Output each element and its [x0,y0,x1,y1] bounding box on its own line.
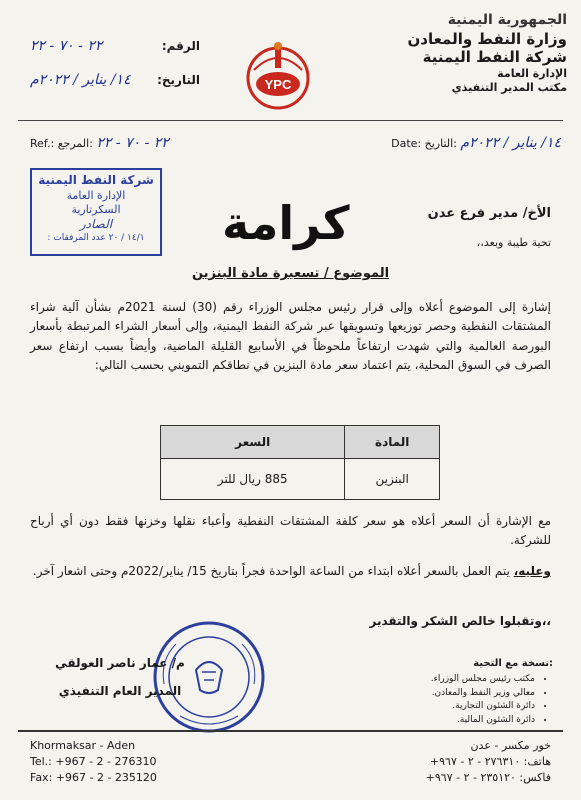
table-row [161,459,440,500]
footer-address-en: Khormaksar - Aden [30,739,136,752]
ref-value: ٢٢ - ٧٠ - ٢٢ [96,135,169,151]
table-header-row [161,426,440,459]
ypc-logo [240,40,316,112]
ref-label-ar: :المرجع [57,137,93,150]
number-label: :الرقم [161,39,200,53]
footer-fax-ar: فاكس: ٢٣٥١٢٠ - ٢ - ٩٦٧+ [425,770,551,784]
header-divider [18,120,563,121]
ref-line [30,135,561,151]
logo-text: YPC [264,77,292,92]
header-material: المادة [345,426,440,459]
signer-title: المدير العام التنفيذي [58,683,182,698]
company-name: شركة النفط اليمنية [422,48,567,67]
cell-material: البنزين [345,459,440,500]
ref-date-label-ar: :التاريخ [424,137,457,150]
footer-tel-ar: هاتف: ٢٧٦٣١٠ - ٢ - ٩٦٧+ [429,754,551,768]
list-item: • دائرة الشئون المالية. [373,714,535,728]
ref-date-value: ١٤/ يناير / ٢٠٢٢م [460,135,561,151]
number-value: ٢٢ - ٧٠ - ٢٢ [30,38,103,54]
effective-text: يتم العمل بالسعر أعلاه ابتداء من الساعة الواحدة فجراً بتاريخ 15/ يناير/2022م وحتى اشعار آخر. [32,564,514,578]
addressee: الأخ/ مدير فرع عدن [427,206,551,221]
stamp-line-admin: الإدارة العامة [66,188,126,202]
republic-name: الجمهورية اليمنية [447,12,567,28]
header-price: السعر [161,426,345,459]
price-table [160,425,440,500]
closing-line: ،،وتقبلوا خالص الشكر والتقدير [369,614,551,628]
copies-title: :نسخة مع التحية [473,658,553,669]
footer-divider [18,730,563,732]
list-item: • معالي وزير النفط والمعادن. [373,687,535,701]
signature-block [40,650,200,705]
effective-lead: وعليه، [513,564,551,578]
subject-line: الموضوع / تسعيرة مادة البنزين [191,266,390,281]
stamp-line-outgoing: الصادر [79,217,113,232]
header-fields [30,38,200,106]
ref-label: Ref.: [30,137,55,150]
paragraph-note: مع الإشارة أن السعر أعلاه هو سعر كلفة المشتقات النفطية وأعباء نقلها وخزنها فقط دون أي أرباح للشركة. [30,514,551,548]
ref-date-label: Date: [391,137,422,150]
footer-english [30,738,157,786]
date-value: ١٤/ يناير / ٢٠٢٢م [30,72,131,88]
footer-arabic [426,738,551,786]
greeting: تحية طيبة وبعد،، [476,236,551,249]
office-name: مكتب المدير التنفيذي [451,80,567,94]
list-item: • دائرة الشئون التجارية. [373,700,535,714]
date-label: :التاريخ [157,73,200,87]
administration-name: الإدارة العامة [497,67,567,80]
footer-address-ar: خور مكسر - عدن [470,739,551,752]
signer-name: م/ عمار ناصر العولقي [55,656,185,670]
paragraph-intro: إشارة إلى الموضوع أعلاه وإلى قرار رئيس مجلس الوزراء رقم (30) لسنة 2021م بشأن آلية شراء المشتقات النفطية وحصر توزيعها وتسويقها عبر شركة النفط اليمنية، وإلى أسعار الشراء المرتبطة بأسعار البورصة العالمية والتي شهدت ارتفاعاً ملحوظاً في الأسابيع القليلة الماضية، وأيضاً بسبب ارتفاع سعر الصرف في السوق المحلية، يتم اعتماد سعر مادة البنزين في نطاقكم التمويني بحسب التالي: [30,300,551,373]
cell-price: 885 ريال للتر [161,459,345,500]
paragraph-effective [30,562,551,581]
secretariat-stamp [30,168,162,256]
handwritten-word: كرامة [222,196,350,250]
stamp-line-secretariat: السكرتارية [71,202,121,216]
copies-list [373,656,553,727]
letterhead [397,12,567,95]
ministry-name: وزارة النفط والمعادن [407,29,567,48]
stamp-line-company: شركة النفط اليمنية [38,173,154,187]
footer-fax-en: Fax: +967 - 2 - 235120 [30,770,157,784]
list-item: • مكتب رئيس مجلس الوزراء. [373,673,535,687]
footer-tel-en: Tel.: +967 - 2 - 276310 [30,754,157,768]
stamp-line-attachments: ١٤/١ / ٢٠ عدد المرفقات : [47,232,145,243]
